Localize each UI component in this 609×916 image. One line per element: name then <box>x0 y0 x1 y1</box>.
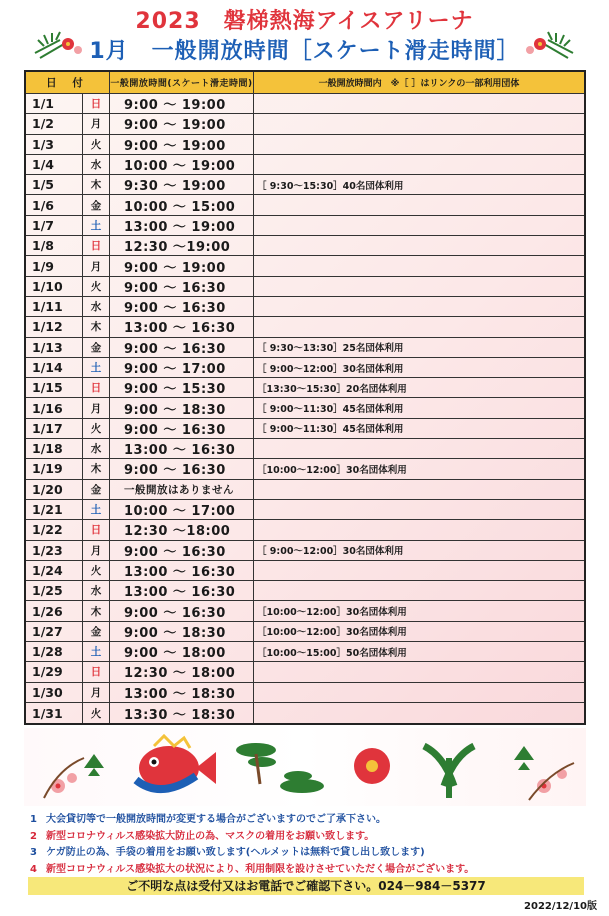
time-cell: 9:30 ～ 19:00 <box>110 175 254 194</box>
time-cell: 一般開放はありません <box>110 480 254 499</box>
weekday-cell: 水 <box>83 155 110 174</box>
date-cell: 1/24 <box>26 561 83 580</box>
weekday-cell: 水 <box>83 439 110 458</box>
time-cell: 9:00 ～ 18:30 <box>110 398 254 417</box>
date-cell: 1/6 <box>26 195 83 214</box>
schedule-table <box>24 70 586 725</box>
date-cell: 1/9 <box>26 256 83 275</box>
pine-plum-decoration-left-icon <box>30 18 90 63</box>
time-cell: 13:00 ～ 16:30 <box>110 561 254 580</box>
table-row <box>26 317 584 337</box>
note-cell <box>254 662 584 681</box>
pine-icon <box>514 746 534 770</box>
time-cell: 9:00 ～ 17:00 <box>110 358 254 377</box>
note-item: 2 新型コロナウィルス感染拡大防止の為、マスクの着用をお願い致します。 <box>30 830 375 842</box>
date-cell: 1/28 <box>26 642 83 661</box>
note-cell <box>254 480 584 499</box>
header-date: 日 付 <box>26 72 110 93</box>
table-row <box>26 541 584 561</box>
date-cell: 1/31 <box>26 703 83 723</box>
date-cell: 1/10 <box>26 277 83 296</box>
date-cell: 1/2 <box>26 114 83 133</box>
date-cell: 1/5 <box>26 175 83 194</box>
weekday-cell: 月 <box>83 114 110 133</box>
note-cell <box>254 317 584 336</box>
table-row <box>26 135 584 155</box>
note-cell <box>254 277 584 296</box>
weekday-cell: 日 <box>83 520 110 539</box>
note-cell <box>254 520 584 539</box>
table-row <box>26 297 584 317</box>
date-cell: 1/20 <box>26 480 83 499</box>
weekday-cell: 金 <box>83 622 110 641</box>
date-cell: 1/7 <box>26 216 83 235</box>
weekday-cell: 日 <box>83 236 110 255</box>
bamboo-icon <box>424 746 474 798</box>
time-cell: 13:00 ～ 16:30 <box>110 317 254 336</box>
time-cell: 13:00 ～ 19:00 <box>110 216 254 235</box>
note-item: 4 新型コロナウィルス感染拡大の状況により、利用制限を設けさせていただく場合がございます。 <box>30 863 475 875</box>
table-row <box>26 216 584 236</box>
weekday-cell: 金 <box>83 480 110 499</box>
weekday-cell: 火 <box>83 135 110 154</box>
weekday-cell: 月 <box>83 541 110 560</box>
weekday-cell: 日 <box>83 94 110 113</box>
note-item: 3 ケガ防止の為、手袋の着用をお願い致します(ヘルメットは無料で貸し出し致します) <box>30 847 425 858</box>
table-row <box>26 378 584 398</box>
note-cell: ［10:00～12:00］30名団体利用 <box>257 627 407 639</box>
weekday-cell: 水 <box>83 581 110 600</box>
plum-blossom-icon <box>44 758 84 798</box>
date-cell: 1/23 <box>26 541 83 560</box>
pine-plum-decoration-right-icon <box>518 18 578 63</box>
weekday-cell: 木 <box>83 459 110 478</box>
time-cell: 9:00 ～ 16:30 <box>110 459 254 478</box>
version-label: 2022/12/10版 <box>524 901 597 912</box>
table-row <box>26 561 584 581</box>
note-cell <box>254 195 584 214</box>
date-cell: 1/14 <box>26 358 83 377</box>
time-cell: 9:00 ～ 18:00 <box>110 642 254 661</box>
table-row <box>26 642 584 662</box>
note-cell <box>254 500 584 519</box>
table-row <box>26 277 584 297</box>
time-cell: 9:00 ～ 15:30 <box>110 378 254 397</box>
table-row <box>26 155 584 175</box>
note-cell: ［ 9:00～12:00］30名団体利用 <box>257 546 404 558</box>
time-cell: 9:00 ～ 19:00 <box>110 135 254 154</box>
time-cell: 12:30 ～ 18:00 <box>110 662 254 681</box>
table-row <box>26 358 584 378</box>
note-cell <box>254 561 584 580</box>
new-year-decoration-band <box>24 728 586 806</box>
time-cell: 10:00 ～ 15:00 <box>110 195 254 214</box>
date-cell: 1/30 <box>26 683 83 702</box>
time-cell: 9:00 ～ 16:30 <box>110 277 254 296</box>
table-row <box>26 94 584 114</box>
date-cell: 1/29 <box>26 662 83 681</box>
time-cell: 12:30 ～19:00 <box>110 236 254 255</box>
time-cell: 9:00 ～ 19:00 <box>110 94 254 113</box>
note-cell <box>254 256 584 275</box>
weekday-cell: 土 <box>83 642 110 661</box>
date-cell: 1/25 <box>26 581 83 600</box>
note-cell <box>254 114 584 133</box>
weekday-cell: 木 <box>83 317 110 336</box>
date-cell: 1/4 <box>26 155 83 174</box>
date-cell: 1/12 <box>26 317 83 336</box>
date-cell: 1/22 <box>26 520 83 539</box>
weekday-cell: 金 <box>83 195 110 214</box>
note-cell <box>254 94 584 113</box>
date-cell: 1/27 <box>26 622 83 641</box>
date-cell: 1/26 <box>26 601 83 620</box>
time-cell: 10:00 ～ 19:00 <box>110 155 254 174</box>
time-cell: 9:00 ～ 16:30 <box>110 338 254 357</box>
table-row <box>26 195 584 215</box>
note-cell: ［ 9:00～12:00］30名団体利用 <box>257 363 404 375</box>
time-cell: 9:00 ～ 19:00 <box>110 114 254 133</box>
weekday-cell: 日 <box>83 378 110 397</box>
date-cell: 1/13 <box>26 338 83 357</box>
note-item: 1 大会貸切等で一般開放時間が変更する場合がございますのでご了承下さい。 <box>30 814 386 825</box>
table-row <box>26 581 584 601</box>
header-note: 一般開放時間内 ※［ ］はリンクの一部利用団体 <box>318 79 520 89</box>
note-cell <box>254 581 584 600</box>
table-row <box>26 622 584 642</box>
time-cell: 9:00 ～ 16:30 <box>110 297 254 316</box>
table-row <box>26 500 584 520</box>
weekday-cell: 土 <box>83 500 110 519</box>
weekday-cell: 金 <box>83 338 110 357</box>
table-row <box>26 114 584 134</box>
pine-icon <box>236 743 324 793</box>
date-cell: 1/18 <box>26 439 83 458</box>
date-cell: 1/1 <box>26 94 83 113</box>
weekday-cell: 水 <box>83 297 110 316</box>
note-cell <box>254 683 584 702</box>
time-cell: 12:30 ～18:00 <box>110 520 254 539</box>
date-cell: 1/21 <box>26 500 83 519</box>
table-row <box>26 601 584 621</box>
time-cell: 9:00 ～ 16:30 <box>110 601 254 620</box>
note-cell <box>254 135 584 154</box>
note-cell: ［ 9:00～11:30］45名団体利用 <box>257 404 404 416</box>
contact-banner: ご不明な点は受付又はお電話でご確認下さい。024－984－5377 <box>28 877 584 895</box>
weekday-cell: 火 <box>83 703 110 723</box>
table-row <box>26 398 584 418</box>
time-cell: 13:30 ～ 18:30 <box>110 703 254 723</box>
table-row <box>26 439 584 459</box>
date-cell: 1/3 <box>26 135 83 154</box>
note-cell: ［10:00～12:00］30名団体利用 <box>257 607 407 619</box>
sea-bream-icon <box>136 736 216 790</box>
weekday-cell: 月 <box>83 683 110 702</box>
weekday-cell: 火 <box>83 277 110 296</box>
time-cell: 13:00 ～ 16:30 <box>110 581 254 600</box>
time-cell: 9:00 ～ 19:00 <box>110 256 254 275</box>
table-row <box>26 419 584 439</box>
weekday-cell: 火 <box>83 419 110 438</box>
plum-blossom-icon <box>354 748 390 784</box>
weekday-cell: 月 <box>83 256 110 275</box>
table-row <box>26 520 584 540</box>
table-row <box>26 175 584 195</box>
note-cell: ［ 9:00～11:30］45名団体利用 <box>257 424 404 436</box>
table-row <box>26 703 584 723</box>
table-row <box>26 338 584 358</box>
note-cell <box>254 155 584 174</box>
time-cell: 9:00 ～ 16:30 <box>110 419 254 438</box>
note-cell: ［ 9:30～15:30］40名団体利用 <box>257 180 404 192</box>
table-row <box>26 662 584 682</box>
note-cell <box>254 236 584 255</box>
table-row <box>26 236 584 256</box>
note-cell: ［10:00～15:00］50名団体利用 <box>257 647 407 659</box>
weekday-cell: 土 <box>83 216 110 235</box>
table-row <box>26 256 584 276</box>
weekday-cell: 木 <box>83 601 110 620</box>
date-cell: 1/15 <box>26 378 83 397</box>
weekday-cell: 日 <box>83 662 110 681</box>
plum-blossom-icon <box>529 763 574 800</box>
notes-list <box>30 812 590 878</box>
note-cell: ［13:30～15:30］20名団体利用 <box>257 383 407 395</box>
table-row <box>26 683 584 703</box>
header-time: 一般開放時間(スケート滑走時間) <box>110 72 254 93</box>
table-row <box>26 480 584 500</box>
time-cell: 13:00 ～ 16:30 <box>110 439 254 458</box>
note-cell <box>254 703 584 723</box>
note-cell <box>254 297 584 316</box>
weekday-cell: 火 <box>83 561 110 580</box>
weekday-cell: 月 <box>83 398 110 417</box>
date-cell: 1/19 <box>26 459 83 478</box>
pine-icon <box>84 754 104 776</box>
time-cell: 9:00 ～ 16:30 <box>110 541 254 560</box>
weekday-cell: 土 <box>83 358 110 377</box>
note-cell <box>254 216 584 235</box>
note-cell <box>254 439 584 458</box>
page-subtitle: 1月 一般開放時間［スケート滑走時間］ <box>89 39 520 64</box>
time-cell: 9:00 ～ 18:30 <box>110 622 254 641</box>
date-cell: 1/8 <box>26 236 83 255</box>
time-cell: 10:00 ～ 17:00 <box>110 500 254 519</box>
date-cell: 1/17 <box>26 419 83 438</box>
table-row <box>26 459 584 479</box>
note-cell: ［10:00～12:00］30名団体利用 <box>257 464 407 476</box>
table-header-row <box>26 72 584 94</box>
date-cell: 1/16 <box>26 398 83 417</box>
page-title: 2023 磐梯熱海アイスアリーナ <box>135 9 474 34</box>
weekday-cell: 木 <box>83 175 110 194</box>
time-cell: 13:00 ～ 18:30 <box>110 683 254 702</box>
note-cell: ［ 9:30～13:30］25名団体利用 <box>257 343 404 355</box>
date-cell: 1/11 <box>26 297 83 316</box>
